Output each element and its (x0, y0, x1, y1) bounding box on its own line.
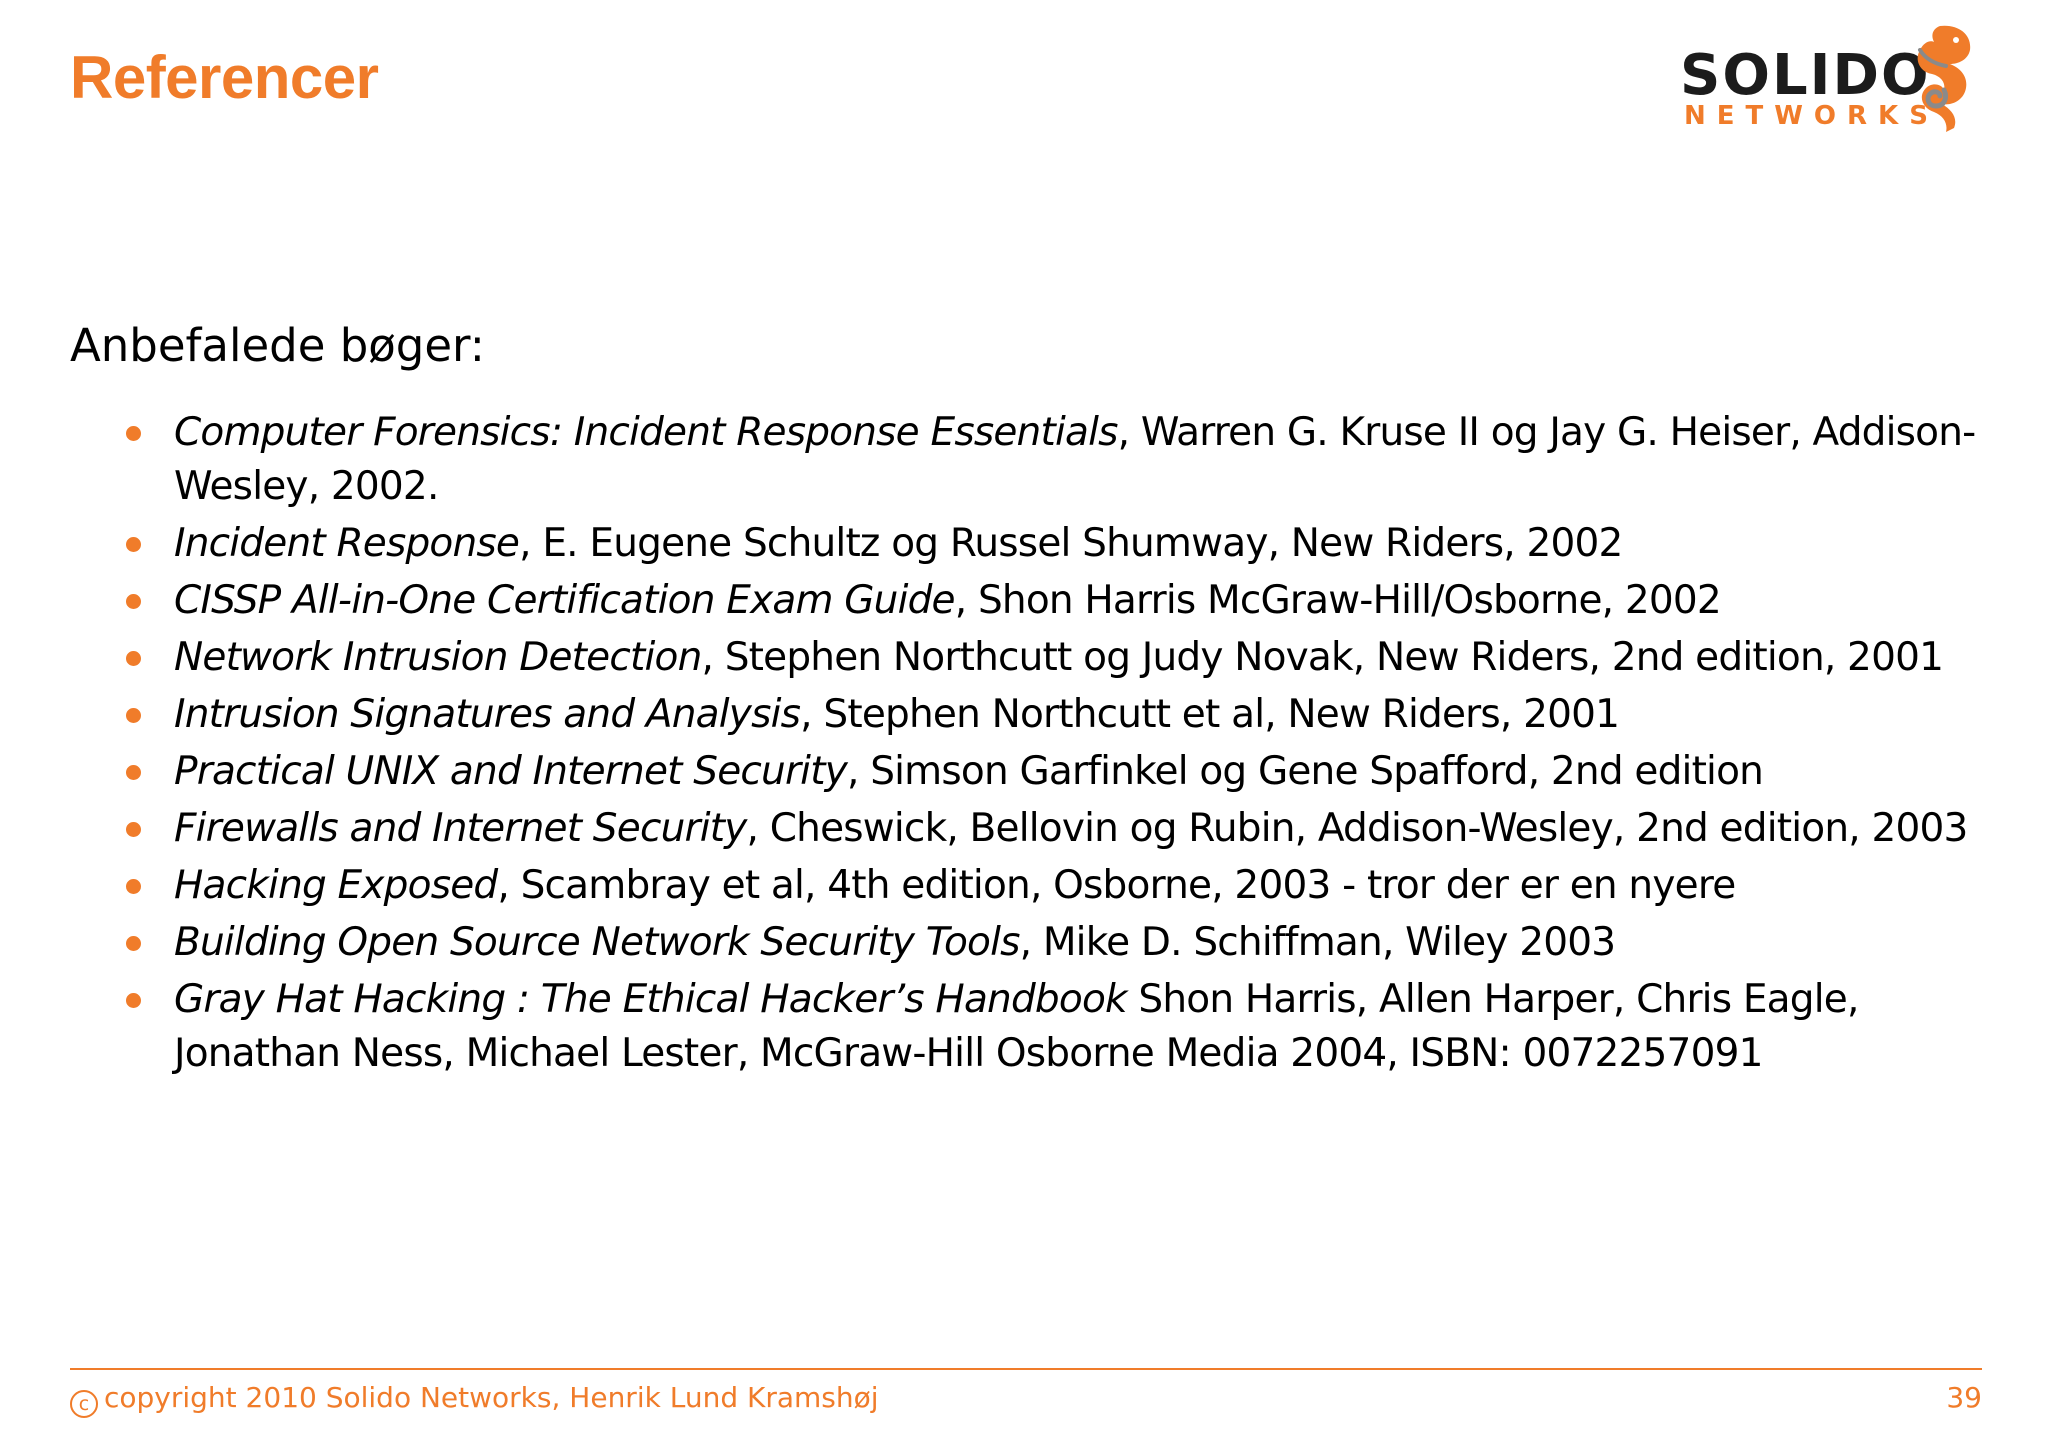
bullet-icon (126, 993, 141, 1008)
book-details: , Stephen Northcutt og Judy Novak, New Riders, 2nd edition, 2001 (701, 635, 1944, 680)
list-item (126, 916, 1996, 970)
book-details: , Scambray et al, 4th edition, Osborne, 2003 - tror der er en nyere (497, 863, 1736, 908)
list-item (126, 688, 1996, 742)
bullet-icon (126, 537, 141, 552)
book-details: , Mike D. Schiffman, Wiley 2003 (1019, 920, 1616, 965)
copyright-text: copyright 2010 Solido Networks, Henrik Lund Kramshøj (104, 1381, 879, 1414)
bullet-icon (126, 822, 141, 837)
book-details: , Shon Harris McGraw-Hill/Osborne, 2002 (954, 578, 1721, 623)
list-item (126, 802, 1996, 856)
bullet-icon (126, 765, 141, 780)
logo-wordmark: SOLIDO (1680, 43, 1931, 108)
list-item (126, 859, 1996, 913)
book-title: Computer Forensics: Incident Response Essentials (174, 410, 1118, 455)
book-details: , Stephen Northcutt et al, New Riders, 2001 (800, 692, 1620, 737)
bullet-icon (126, 936, 141, 951)
footer-divider (70, 1368, 1982, 1370)
book-title: Incident Response (174, 521, 520, 566)
logo-subtitle: NETWORKS (1684, 101, 1939, 131)
book-details: , Simson Garfinkel og Gene Spafford, 2nd edition (847, 749, 1764, 794)
section-heading: Anbefalede bøger: (70, 319, 485, 372)
book-details: , E. Eugene Schultz og Russel Shumway, New Riders, 2002 (519, 521, 1623, 566)
book-title: Gray Hat Hacking : The Ethical Hacker’s Handbook (174, 977, 1127, 1022)
book-title: Network Intrusion Detection (174, 635, 702, 680)
book-list (126, 406, 1996, 1084)
bullet-icon (126, 651, 141, 666)
book-details: , Cheswick, Bellovin og Rubin, Addison-Wesley, 2nd edition, 2003 (746, 806, 1968, 851)
book-title: Firewalls and Internet Security (174, 806, 747, 851)
book-details: Shon Harris, Allen Harper, Chris Eagle, Jonathan Ness, Michael Lester, McGraw-Hill Osborne Media 2004, ISBN: 0072257091 (174, 977, 1859, 1076)
book-title: CISSP All-in-One Certification Exam Guide (174, 578, 955, 623)
book-title: Practical UNIX and Internet Security (174, 749, 847, 794)
list-item (126, 973, 1996, 1081)
bullet-icon (126, 594, 141, 609)
list-item (126, 574, 1996, 628)
footer-copyright (70, 1380, 879, 1418)
bullet-icon (126, 426, 141, 441)
book-details: , Warren G. Kruse II og Jay G. Heiser, Addison-Wesley, 2002. (174, 410, 1976, 509)
book-title: Hacking Exposed (174, 863, 498, 908)
book-title: Building Open Source Network Security Tools (174, 920, 1020, 965)
bullet-icon (126, 708, 141, 723)
solido-networks-logo (1680, 20, 1980, 140)
list-item (126, 745, 1996, 799)
book-title: Intrusion Signatures and Analysis (174, 692, 801, 737)
list-item (126, 406, 1996, 514)
seahorse-dragon-icon (1900, 20, 1980, 135)
copyright-icon: c (70, 1390, 98, 1418)
list-item (126, 517, 1996, 571)
page-number: 39 (1946, 1381, 1982, 1414)
slide-title: Referencer (70, 44, 379, 111)
bullet-icon (126, 879, 141, 894)
list-item (126, 631, 1996, 685)
